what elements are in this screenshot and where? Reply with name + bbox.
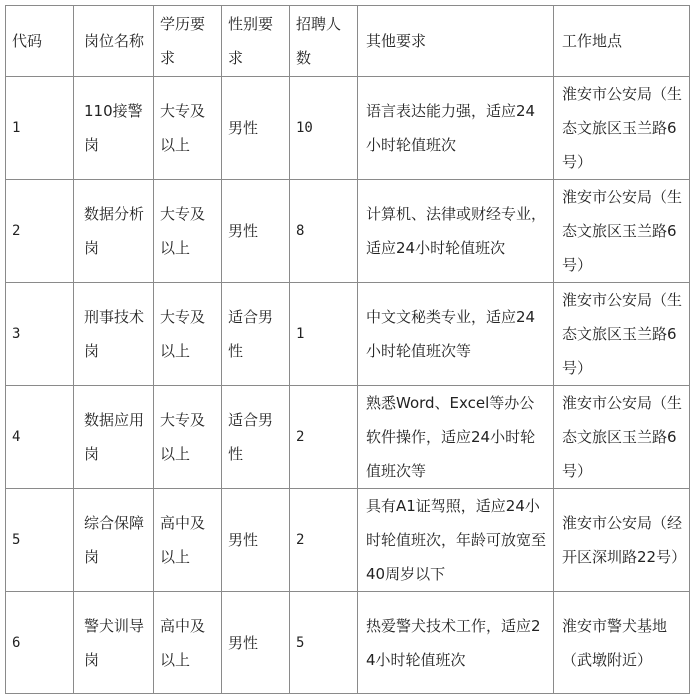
recruitment-table <box>5 5 690 694</box>
cell-education: 大专及以上 <box>154 283 222 386</box>
cell-code: 5 <box>6 489 74 592</box>
cell-count: 2 <box>290 489 358 592</box>
cell-education: 高中及以上 <box>154 592 222 694</box>
cell-name: 综合保障岗 <box>74 489 154 592</box>
cell-education: 大专及以上 <box>154 180 222 283</box>
cell-education: 大专及以上 <box>154 386 222 489</box>
header-name: 岗位名称 <box>74 6 154 77</box>
cell-other: 语言表达能力强，适应24小时轮值班次 <box>358 77 554 180</box>
cell-code: 2 <box>6 180 74 283</box>
header-education: 学历要求 <box>154 6 222 77</box>
cell-location: 淮安市公安局（生态文旅区玉兰路6号） <box>554 77 690 180</box>
cell-count: 2 <box>290 386 358 489</box>
cell-education: 高中及以上 <box>154 489 222 592</box>
cell-name: 110接警岗 <box>74 77 154 180</box>
header-location: 工作地点 <box>554 6 690 77</box>
cell-code: 6 <box>6 592 74 694</box>
cell-code: 1 <box>6 77 74 180</box>
table-row <box>6 489 690 592</box>
cell-other: 中文文秘类专业，适应24小时轮值班次等 <box>358 283 554 386</box>
cell-name: 警犬训导岗 <box>74 592 154 694</box>
cell-location: 淮安市公安局（生态文旅区玉兰路6号） <box>554 180 690 283</box>
cell-location: 淮安市公安局（生态文旅区玉兰路6号） <box>554 386 690 489</box>
cell-name: 数据分析岗 <box>74 180 154 283</box>
cell-location: 淮安市公安局（经开区深圳路22号） <box>554 489 690 592</box>
cell-code: 4 <box>6 386 74 489</box>
table-header-row <box>6 6 690 77</box>
cell-location: 淮安市公安局（生态文旅区玉兰路6号） <box>554 283 690 386</box>
cell-count: 10 <box>290 77 358 180</box>
table-row <box>6 180 690 283</box>
table-row <box>6 592 690 694</box>
cell-gender: 适合男性 <box>222 386 290 489</box>
table-row <box>6 386 690 489</box>
cell-count: 1 <box>290 283 358 386</box>
cell-name: 刑事技术岗 <box>74 283 154 386</box>
cell-count: 8 <box>290 180 358 283</box>
cell-other: 计算机、法律或财经专业，适应24小时轮值班次 <box>358 180 554 283</box>
cell-gender: 男性 <box>222 592 290 694</box>
cell-code: 3 <box>6 283 74 386</box>
cell-gender: 男性 <box>222 180 290 283</box>
cell-count: 5 <box>290 592 358 694</box>
table-row <box>6 283 690 386</box>
header-other: 其他要求 <box>358 6 554 77</box>
header-count: 招聘人数 <box>290 6 358 77</box>
cell-gender: 适合男性 <box>222 283 290 386</box>
cell-other: 热爱警犬技术工作，适应24小时轮值班次 <box>358 592 554 694</box>
cell-gender: 男性 <box>222 489 290 592</box>
cell-location: 淮安市警犬基地（武墩附近） <box>554 592 690 694</box>
recruitment-table-wrapper <box>5 5 690 694</box>
header-gender: 性别要求 <box>222 6 290 77</box>
cell-education: 大专及以上 <box>154 77 222 180</box>
cell-name: 数据应用岗 <box>74 386 154 489</box>
cell-gender: 男性 <box>222 77 290 180</box>
cell-other: 具有A1证驾照，适应24小时轮值班次，年龄可放宽至40周岁以下 <box>358 489 554 592</box>
header-code: 代码 <box>6 6 74 77</box>
table-row <box>6 77 690 180</box>
cell-other: 熟悉Word、Excel等办公软件操作，适应24小时轮值班次等 <box>358 386 554 489</box>
